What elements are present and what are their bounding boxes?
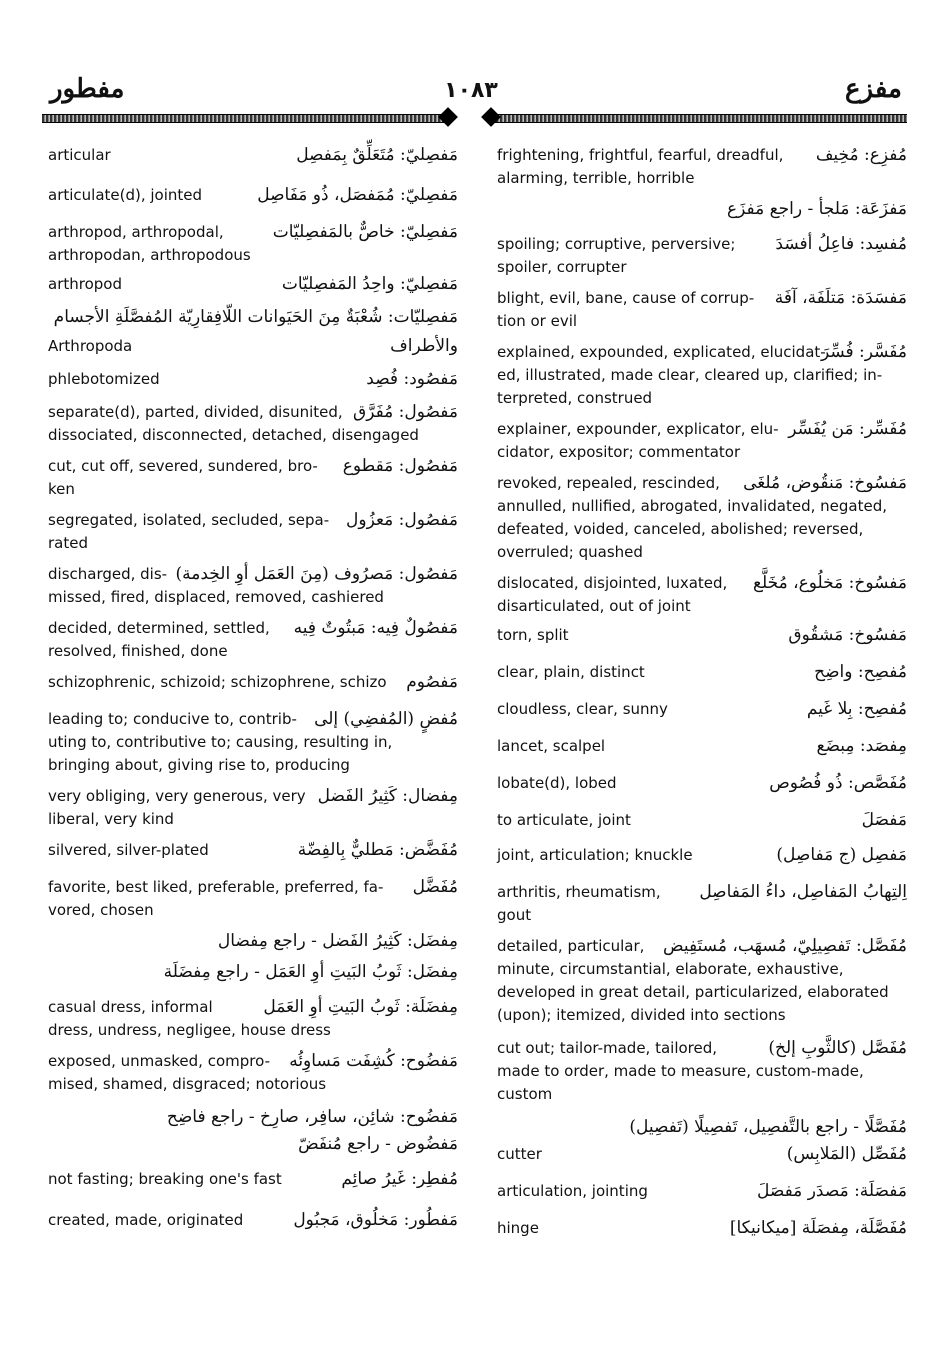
arabic-headword: اِلتِهابُ المَفاصِل، داءُ المَفاصِل	[699, 882, 907, 902]
arabic-headword: مُفَسِّر: مَن يُفَسِّر	[788, 419, 907, 439]
arabic-headword: مَفصِليّ: واحِدُ المَفصِليّات	[281, 274, 458, 294]
english-definition: articulate(d), jointed	[48, 186, 203, 204]
arabic-headword: مُفَصَّص: ذُو فُصُوص	[769, 773, 907, 793]
entry-line	[48, 1133, 458, 1156]
entry-line	[497, 144, 907, 167]
dictionary-entry	[497, 698, 907, 721]
arabic-headword: مُفَصَّل (كالثَّوبِ إلخ)	[768, 1038, 907, 1058]
english-definition: to articulate, joint	[497, 811, 631, 829]
entry-line	[497, 881, 907, 904]
arabic-headword: مُفَصَّل: تَفصِيلِيّ، مُسهَب، مُستَفِيض	[663, 936, 907, 956]
arabic-headword: مَفصُول: مَعزُول	[346, 510, 458, 530]
dictionary-entry	[497, 572, 907, 618]
entry-line	[48, 930, 458, 953]
entry-line	[497, 1180, 907, 1203]
english-definition: discharged, dis-	[48, 565, 168, 583]
english-definition: liberal, very kind	[48, 810, 174, 828]
entry-line	[497, 418, 907, 441]
entry-line	[497, 844, 907, 867]
dictionary-entry	[48, 617, 458, 663]
english-definition: resolved, finished, done	[48, 642, 228, 660]
dictionary-entry	[497, 1116, 907, 1139]
page-header	[40, 74, 902, 114]
english-definition: disarticulated, out of joint	[497, 597, 691, 615]
dictionary-entry	[48, 708, 458, 777]
dictionary-entry	[497, 844, 907, 867]
english-definition: segregated, isolated, secluded, sepa-	[48, 511, 330, 529]
english-definition: dress, undress, negligee, house dress	[48, 1021, 331, 1039]
arabic-headword: مُفضٍ (المُفضِي) إلى	[314, 709, 458, 729]
arabic-headword: مُفصِح: واضِح	[814, 662, 907, 682]
entry-line	[48, 731, 458, 754]
arabic-headword: مَفصُول: مَقطوع	[342, 456, 458, 476]
arabic-headword: مَفطُور: مَخلُوق، مَجبُول	[293, 1210, 458, 1230]
english-definition: dislocated, disjointed, luxated,	[497, 574, 728, 592]
entry-line	[48, 785, 458, 808]
entry-line	[48, 144, 458, 167]
dictionary-entry	[48, 221, 458, 267]
english-definition: Arthropoda	[48, 337, 133, 355]
arabic-headword: مَفصِليّ: مُتَعَلِّقٌ بِمَفصِل	[296, 145, 458, 165]
dictionary-entry	[48, 335, 458, 358]
english-definition: very obliging, very generous, very	[48, 787, 306, 805]
english-definition: vored, chosen	[48, 901, 154, 919]
entry-line	[497, 495, 907, 518]
entry-line	[497, 387, 907, 410]
dictionary-entry	[48, 144, 458, 167]
arabic-headword: مُفطِر: غَيرُ صائِم	[341, 1169, 458, 1189]
entry-line	[497, 518, 907, 541]
arabic-headword: مَفزَعَة: مَلجأ - راجع مَفزَع	[726, 199, 907, 219]
dictionary-entry	[48, 1050, 458, 1096]
dictionary-entry	[48, 1133, 458, 1156]
arabic-headword: مُفَصِّل (المَلابِس)	[786, 1144, 907, 1164]
arabic-headword: مِفضَل: كَثِيرُ الفَضل - راجع مِفضال	[217, 931, 458, 951]
english-definition: arthropod	[48, 275, 122, 293]
entry-line	[48, 306, 458, 329]
dictionary-entry	[48, 930, 458, 953]
english-definition: gout	[497, 906, 532, 924]
english-definition: missed, fired, displaced, removed, cashiered	[48, 588, 384, 606]
entry-line	[48, 509, 458, 532]
entry-line	[48, 899, 458, 922]
entry-line	[48, 708, 458, 731]
entry-line	[497, 661, 907, 684]
english-definition: developed in great detail, particularized, elaborated	[497, 983, 889, 1001]
english-definition: blight, evil, bane, cause of corrup-	[497, 289, 755, 307]
english-definition: exposed, unmasked, compro-	[48, 1052, 270, 1070]
english-definition: arthropodan, arthropodous	[48, 246, 251, 264]
english-definition: cut, cut off, severed, sundered, bro-	[48, 457, 318, 475]
header-rule-right	[492, 114, 907, 123]
english-definition: separate(d), parted, divided, disunited,	[48, 403, 343, 421]
dictionary-entry	[497, 1143, 907, 1166]
dictionary-entry	[48, 839, 458, 862]
entry-line	[48, 1073, 458, 1096]
entry-line	[48, 455, 458, 478]
dictionary-entry	[48, 306, 458, 329]
left-headword: مفطور	[50, 74, 125, 104]
arabic-headword: مُفَصَّلًا - راجع بالتَّفصِيل، تَفصِيلًا (تَفصِيل)	[629, 1117, 907, 1137]
entry-line	[48, 839, 458, 862]
entry-line	[48, 640, 458, 663]
entry-line	[497, 1217, 907, 1240]
entry-line	[497, 310, 907, 333]
entry-line	[497, 698, 907, 721]
english-definition: alarming, terrible, horrible	[497, 169, 695, 187]
arabic-headword: مَفصِل (ج مَفاصِل)	[776, 845, 907, 865]
english-definition: cut out; tailor-made, tailored,	[497, 1039, 718, 1057]
arabic-headword: مَفصُوم	[406, 672, 458, 692]
entry-line	[48, 532, 458, 555]
entry-line	[48, 478, 458, 501]
entry-line	[497, 1060, 907, 1083]
english-definition: articulation, jointing	[497, 1182, 648, 1200]
entry-line	[497, 624, 907, 647]
arabic-headword: مِفضال: كَثِيرُ الفَضل	[317, 786, 458, 806]
english-definition: explained, expounded, explicated, elucidat-	[497, 343, 826, 361]
english-definition: frightening, frightful, fearful, dreadful,	[497, 146, 784, 164]
entry-line	[497, 572, 907, 595]
english-definition: mised, shamed, disgraced; notorious	[48, 1075, 327, 1093]
entry-line	[497, 233, 907, 256]
dictionary-entry	[497, 772, 907, 795]
entry-line	[497, 256, 907, 279]
english-definition: lancet, scalpel	[497, 737, 606, 755]
english-definition: favorite, best liked, preferable, preferred, fa-	[48, 878, 384, 896]
english-definition: cutter	[497, 1145, 542, 1163]
arabic-headword: مَفسَدَة: مَتلَفَة، آفَة	[774, 288, 907, 308]
dictionary-entry	[48, 509, 458, 555]
arabic-headword: مُفَضَّض: مَطليٌّ بِالفِضّة	[297, 840, 458, 860]
entry-line	[497, 958, 907, 981]
english-definition: arthritis, rheumatism,	[497, 883, 661, 901]
right-column	[497, 130, 907, 1240]
english-definition: joint, articulation; knuckle	[497, 846, 693, 864]
dictionary-entry	[497, 935, 907, 1027]
entry-line	[48, 586, 458, 609]
arabic-headword: مُفَضَّل	[412, 877, 458, 897]
entry-line	[48, 1106, 458, 1129]
arabic-headword: مَفسُوخ: مَشقُوق	[788, 625, 907, 645]
entry-line	[497, 1004, 907, 1027]
entry-line	[48, 808, 458, 831]
arabic-headword: مَفسُوخ: مَخلُوع، مُخَلَّع	[752, 573, 907, 593]
english-definition: torn, split	[497, 626, 569, 644]
english-definition: cloudless, clear, sunny	[497, 700, 668, 718]
entry-line	[497, 364, 907, 387]
dictionary-entry	[497, 1180, 907, 1203]
dictionary-entry	[48, 368, 458, 391]
header-rule-left	[42, 114, 444, 123]
entry-line	[48, 1050, 458, 1073]
entry-line	[497, 735, 907, 758]
english-definition: minute, circumstantial, elaborate, exhaustive,	[497, 960, 844, 978]
arabic-headword: مِفضَل: ثَوبُ البَيتِ أوِ العَمَل - راجع مِفضَلَة	[163, 962, 458, 982]
entry-line	[48, 1019, 458, 1042]
arabic-headword: مَفصُود: فُصِد	[366, 369, 458, 389]
english-definition: explainer, expounder, explicator, elu-	[497, 420, 779, 438]
dictionary-entry	[497, 661, 907, 684]
entry-line	[497, 772, 907, 795]
english-definition: casual dress, informal	[48, 998, 213, 1016]
dictionary-entry	[497, 881, 907, 927]
dictionary-entry	[48, 785, 458, 831]
arabic-headword: مَفصِليّ: خاصٌّ بالمَفصِليّات	[272, 222, 458, 242]
english-definition: overruled; quashed	[497, 543, 643, 561]
entry-line	[48, 754, 458, 777]
arabic-headword: مَفصَلَة: مَصدَر مَفصَلَ	[756, 1181, 907, 1201]
arabic-headword: مَفصِليّات: شُعْبَةٌ مِنَ الحَيَوانات اللّافِقارِيّة المُفصَّلَةِ الأجسام	[53, 307, 458, 327]
dictionary-entry	[48, 1168, 458, 1191]
arabic-headword: مَفصُول: مُفَرَّق	[353, 402, 458, 422]
entry-line	[48, 244, 458, 267]
english-definition: clear, plain, distinct	[497, 663, 645, 681]
entry-line	[48, 335, 458, 358]
entry-line	[497, 341, 907, 364]
english-definition: annulled, nullified, abrogated, invalidated, negated,	[497, 497, 887, 515]
arabic-headword: مَفصَلَ	[861, 810, 907, 830]
arabic-headword: مَفصِليّ: مُمَفصَل، ذُو مَفَاصِل	[257, 185, 458, 205]
entry-line	[497, 198, 907, 221]
arabic-headword: مَفضُوح: كُشِفَت مَساوِئُه	[289, 1051, 458, 1071]
dictionary-entry	[48, 401, 458, 447]
entry-line	[497, 595, 907, 618]
entry-line	[497, 1143, 907, 1166]
entry-line	[48, 961, 458, 984]
dictionary-entry	[48, 1106, 458, 1129]
english-definition: lobate(d), lobed	[497, 774, 617, 792]
english-definition: created, made, originated	[48, 1211, 244, 1229]
entry-line	[497, 1037, 907, 1060]
arabic-headword: مِفصَد: مِبضَع	[816, 736, 907, 756]
dictionary-entry	[48, 671, 458, 694]
english-definition: leading to; conducive to, contrib-	[48, 710, 297, 728]
entry-line	[497, 287, 907, 310]
dictionary-entry	[497, 233, 907, 279]
entry-line	[48, 876, 458, 899]
english-definition: schizophrenic, schizoid; schizophrene, schizo	[48, 673, 387, 691]
dictionary-entry	[497, 198, 907, 221]
arabic-headword: مَفسُوخ: مَنقُوض، مُلغَى	[743, 473, 907, 493]
entry-line	[48, 424, 458, 447]
arabic-headword: والأطراف	[390, 336, 458, 356]
dictionary-entry	[48, 455, 458, 501]
dictionary-entry	[497, 472, 907, 564]
english-definition: rated	[48, 534, 88, 552]
entry-line	[497, 1116, 907, 1139]
english-definition: (upon); itemized, divided into sections	[497, 1006, 786, 1024]
english-definition: terpreted, construed	[497, 389, 653, 407]
dictionary-entry	[48, 996, 458, 1042]
dictionary-entry	[48, 273, 458, 296]
english-definition: defeated, voided, canceled, abolished; reversed,	[497, 520, 864, 538]
english-definition: made to order, made to measure, custom-made,	[497, 1062, 864, 1080]
entry-line	[48, 617, 458, 640]
entry-line	[497, 541, 907, 564]
arabic-headword: مُفسِد: فاعِلُ أفسَدَ	[775, 234, 907, 254]
english-definition: ed, illustrated, made clear, cleared up, clarified; in-	[497, 366, 883, 384]
dictionary-entry	[497, 418, 907, 464]
english-definition: custom	[497, 1085, 553, 1103]
dictionary-entry	[497, 1217, 907, 1240]
arabic-headword: مُفَسَّر: فُسِّرَ	[820, 342, 907, 362]
arabic-headword: مَفصُولٌ فِيه: مَبتُوتٌ فِيه	[293, 618, 458, 638]
dictionary-entry	[497, 735, 907, 758]
dictionary-entry	[497, 341, 907, 410]
english-definition: cidator, expositor; commentator	[497, 443, 741, 461]
english-definition: detailed, particular,	[497, 937, 645, 955]
english-definition: revoked, repealed, rescinded,	[497, 474, 720, 492]
english-definition: not fasting; breaking one's fast	[48, 1170, 282, 1188]
entry-line	[497, 1083, 907, 1106]
arabic-headword: مُفزِع: مُخِيف	[815, 145, 907, 165]
dictionary-entry	[497, 809, 907, 832]
entry-line	[497, 809, 907, 832]
entry-line	[497, 981, 907, 1004]
english-definition: decided, determined, settled,	[48, 619, 270, 637]
left-column	[48, 130, 458, 1232]
entry-line	[497, 167, 907, 190]
english-definition: articular	[48, 146, 111, 164]
dictionary-entry	[497, 1037, 907, 1106]
dictionary-entry	[48, 1209, 458, 1232]
dictionary-entry	[497, 144, 907, 190]
arabic-headword: مَفضُوح: شائِن، سافِر، صارِخ - راجع فاضِح	[166, 1107, 458, 1127]
dictionary-entry	[48, 876, 458, 922]
english-definition: ken	[48, 480, 75, 498]
dictionary-entry	[48, 184, 458, 207]
entry-line	[48, 184, 458, 207]
english-definition: tion or evil	[497, 312, 578, 330]
right-headword: مفزع	[845, 74, 902, 104]
english-definition: hinge	[497, 1219, 539, 1237]
arabic-headword: مُفَصَّلَة، مِفصَلَة [ميكانيكا]	[729, 1218, 907, 1238]
english-definition: bringing about, giving rise to, producing	[48, 756, 350, 774]
arabic-headword: مَفصُول: مَصرُوف (مِنَ العَمَل أوِ الخِدمة)	[175, 564, 458, 584]
entry-line	[497, 472, 907, 495]
english-definition: dissociated, disconnected, detached, disengaged	[48, 426, 419, 444]
entry-line	[497, 904, 907, 927]
page-number: ١٠٨٣	[444, 78, 498, 103]
english-definition: phlebotomized	[48, 370, 160, 388]
arabic-headword: مِفضَلَة: ثَوبُ البَيتِ أوِ العَمَل	[263, 997, 458, 1017]
arabic-headword: مُفصِح: بِلا غَيم	[806, 699, 907, 719]
entry-line	[48, 996, 458, 1019]
dictionary-entry	[497, 287, 907, 333]
english-definition: silvered, silver-plated	[48, 841, 209, 859]
entry-line	[48, 671, 458, 694]
english-definition: spoiling; corruptive, perversive;	[497, 235, 736, 253]
english-definition: spoiler, corrupter	[497, 258, 627, 276]
entry-line	[48, 368, 458, 391]
entry-line	[48, 563, 458, 586]
entry-line	[48, 1168, 458, 1191]
dictionary-entry	[497, 624, 907, 647]
dictionary-entry	[48, 961, 458, 984]
entry-line	[48, 221, 458, 244]
english-definition: arthropod, arthropodal,	[48, 223, 224, 241]
entry-line	[497, 935, 907, 958]
entry-line	[48, 273, 458, 296]
dictionary-entry	[48, 563, 458, 609]
entry-line	[48, 1209, 458, 1232]
arabic-headword: مَفضُوض - راجع مُنفَضّ	[298, 1134, 458, 1154]
entry-line	[497, 441, 907, 464]
entry-line	[48, 401, 458, 424]
english-definition: uting to, contributive to; causing, resulting in,	[48, 733, 393, 751]
